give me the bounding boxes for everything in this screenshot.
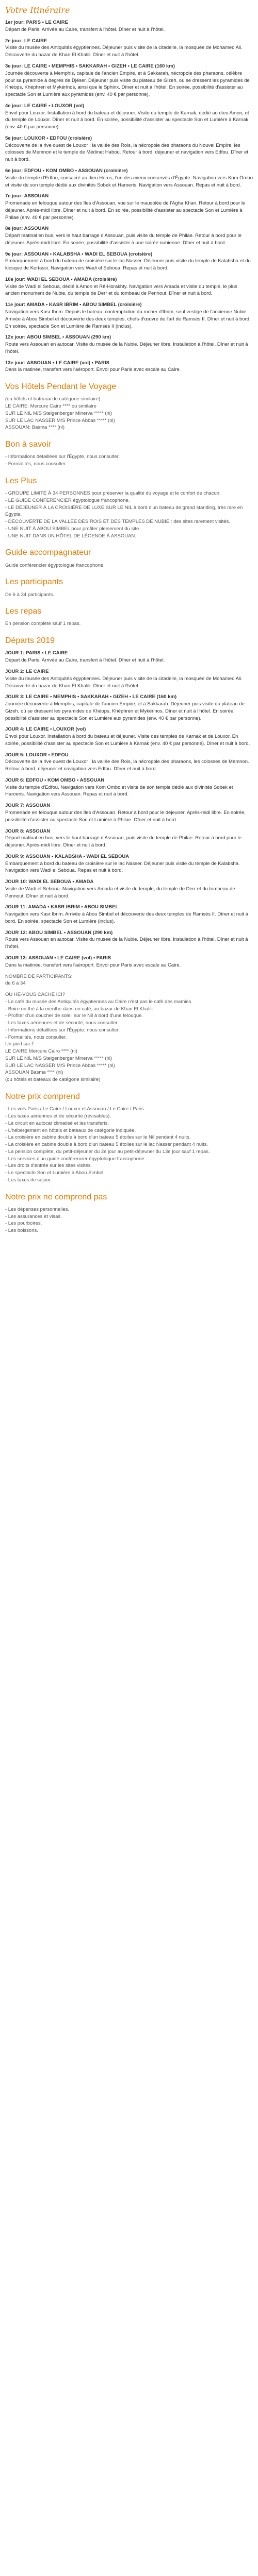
guide-text: Guide conférencier égyptologue francophone. <box>5 562 105 568</box>
day-text: Visite de Wadi el Seboua. Navigation vers Amada et visite du temple, du temple de Derr et du tombeau de Pennout. Dîner et nuit à bord. <box>5 886 235 899</box>
day-title: 1er jour: PARIS • LE CAIRE <box>5 20 68 26</box>
list-item: de 6 à 34 <box>5 980 26 987</box>
day-text: Navigation vers Kasr Ibrim. Depuis le bateau, contemplation du rocher d'Ibrim, seul vestige de l'ancienne Nubie. Arrivée à Abou Simbel et découverte des deux temples, chefs-d'œuvre de l'art de Ramsès II. Dîner et nuit à bord. En soirée, spectacle Son et Lumière de Ramsès II (inclus). <box>5 309 251 329</box>
day-block <box>5 360 253 374</box>
day-title: JOUR 11: AMADA • KASR IBRIM • ABOU SIMBEL <box>5 904 119 910</box>
day-title: 7e jour: ASSOUAN <box>5 193 49 199</box>
day-title: JOUR 12: ABOU SIMBEL • ASSOUAN (290 km) <box>5 929 113 936</box>
day-title: 6e jour: EDFOU • KOM OMBO • ASSOUAN (croisière) <box>5 167 128 174</box>
list-item: - UNE NUIT DANS UN HÔTEL DE LÉGENDE À ASSOUAN. <box>5 533 136 539</box>
day-text: Visite du musée des Antiquités égyptiennes. Déjeuner puis visite de la citadelle, la mosquée de Mohamed Ali. Découverte du bazar de Khan El Khalili. Dîner et nuit à l'hôtel. <box>5 45 243 58</box>
notincluded-list <box>5 1206 253 1234</box>
day-text: Journée découverte à Memphis, capitale de l'ancien Empire, et à Sakkarah, nécropole des pharaons, célèbre pour sa pyramide à degrés de Djéser. Déjeuner puis visite du plateau de Gizeh, où se dressent les pyramides de Khéops, Khéphren et Mykérinos, ainsi que le Sphinx. Dîner et nuit à l'hôtel. En soirée, possibilité d'assister au spectacle Son et Lumière aux pyramides (env. 40 € par personne). <box>5 70 250 98</box>
list-item: SUR LE LAC NASSER M/S Prince Abbas ***** (nl) <box>5 1062 115 1069</box>
day-block <box>5 726 253 747</box>
extras-list <box>5 490 253 539</box>
list-item: - Formalités, nous consulter. <box>5 1034 67 1040</box>
departures-days <box>5 650 253 969</box>
list-item: - Les dépenses personnelles. <box>5 1206 70 1212</box>
list-item: - Les droits d'entrée sur les sites visités. <box>5 1163 92 1169</box>
list-item: - Les pourboires. <box>5 1221 42 1227</box>
day-text: Visite de Wadi el Seboua, dédié à Amon et Rê-Horakhty. Navigation vers Amada et visite du temple, le plus ancien monument de Nubie, du temple de Derr et du tombeau de Pennout. Dîner et nuit à bord. <box>5 283 237 297</box>
hotels-title: Vos Hôtels Pendant le Voyage <box>5 382 117 392</box>
day-block <box>5 135 253 163</box>
day-text: Découverte de la rive ouest de Louxor : la vallée des Rois, la nécropole des pharaons du Nouvel Empire, les colosses de Memnon et le temple de Médinet Habou. Retour à bord, déjeuner et navigation vers Edfou. Dîner et nuit à bord. <box>5 142 249 163</box>
day-title: JOUR 3: LE CAIRE • MEMPHIS • SAKKARAH • GIZEH • LE CAIRE (160 km) <box>5 694 177 700</box>
day-title: 9e jour: ASSOUAN • KALABSHA • WADI EL SEBOUA (croisière) <box>5 251 153 257</box>
list-item: - Le circuit en autocar climatisé et les transferts. <box>5 1120 109 1126</box>
day-block <box>5 904 253 925</box>
day-block <box>5 63 253 98</box>
page <box>0 0 258 1234</box>
day-title: JOUR 13: ASSOUAN • LE CAIRE (vol) • PARIS <box>5 955 111 961</box>
day-title: JOUR 2: LE CAIRE <box>5 668 49 674</box>
day-block <box>5 777 253 798</box>
day-block <box>5 167 253 189</box>
day-title: 8e jour: ASSOUAN <box>5 226 49 232</box>
meals-text: En pension complète sauf 1 repas. <box>5 621 81 627</box>
day-block <box>5 955 253 969</box>
list-item: - Le spectacle Son et Lumière à Abou Simbel. <box>5 1170 105 1176</box>
day-text: Départ matinal en bus, vers le haut barrage d'Assouan, puis visite du temple de Philae. Retour à bord pour le déjeuner. Après-midi libre. En soirée, possibilité d'assister à une soirée nubienne. Dîner et nuit à bord. <box>5 233 242 246</box>
day-title: 2e jour: LE CAIRE <box>5 38 47 44</box>
day-block <box>5 752 253 773</box>
notincluded-title: Notre prix ne comprend pas <box>5 1192 107 1201</box>
day-title: 11e jour: AMADA • KASR IBRIM • ABOU SIMBEL (croisière) <box>5 302 142 308</box>
list-item: - La croisière en cabine double à bord d'un bateau 5 étoiles sur le lac Nasser pendant 4 nuits. <box>5 1142 208 1148</box>
day-title: 5e jour: LOUXOR • EDFOU (croisière) <box>5 135 92 141</box>
day-text: Promenade en felouque autour des îles d'Assouan. Retour à bord pour le déjeuner. Après-midi libre. En soirée, possibilité d'assister au spectacle Son et Lumière à Philae. Dîner et nuit à bord. <box>5 809 246 823</box>
list-item: - UNE NUIT À ABOU SIMBEL pour profiter pleinement du site. <box>5 526 140 532</box>
day-text: Promenade en felouque autour des îles d'Assouan, vue sur le mausolée de l'Agha Khan. Retour à bord pour le déjeuner. Après-midi libre. Dîner et nuit à bord. En soirée, possibilité d'assister au spectacle Son et Lumière à Philae (env. 40 € par personne). <box>5 200 246 221</box>
list-item: - Le café du musée des Antiquités égyptiennes au Caire n'est pas le café des mamies. <box>5 998 193 1005</box>
day-block <box>5 193 253 221</box>
list-item: - Informations détaillées sur l'Égypte, nous consulter. <box>5 454 120 460</box>
participants-title: Les participants <box>5 578 63 587</box>
day-title: 13e jour: ASSOUAN • LE CAIRE (vol) • PARIS <box>5 360 109 366</box>
day-title: 4e jour: LE CAIRE • LOUXOR (vol) <box>5 103 85 109</box>
list-item: SUR LE LAC NASSER M/S Prince Abbas ***** (nl) <box>5 417 115 423</box>
day-title: JOUR 5: LOUXOR • EDFOU <box>5 752 69 758</box>
day-text: Route vers Assouan en autocar. Visite du musée de la Nubie. Déjeuner libre. Installation à l'hôtel. Dîner et nuit à l'hôtel. <box>5 937 248 950</box>
extras-title: Les Plus <box>5 476 37 485</box>
list-item: - Les vols Paris / Le Caire / Louxor et Assouan / Le Caire / Paris. <box>5 1106 146 1112</box>
list-item: OU HÉ-VOUS CACHÉ ICI? <box>5 992 66 998</box>
list-item: LE CAIRE Mercure Cairo **** (nl) <box>5 1048 77 1055</box>
departures-title: Départs 2019 <box>5 636 55 646</box>
list-item: ASSOUAN Basma **** (nl) <box>5 1070 63 1076</box>
list-item: - Informations détaillées sur l'Égypte, nous consulter. <box>5 1027 120 1033</box>
list-item: LE CAIRE: Mercure Cairo **** ou similaire <box>5 403 96 410</box>
day-block <box>5 38 253 59</box>
included-list <box>5 453 253 468</box>
day-block <box>5 929 253 951</box>
list-item: NOMBRE DE PARTICIPANTS: <box>5 973 73 979</box>
list-item: - Les assurances et visas. <box>5 1213 62 1219</box>
day-text: Départ de Paris. Arrivée au Caire, transfert à l'hôtel. Dîner et nuit à l'hôtel. <box>5 26 165 32</box>
itinerary-days <box>5 19 253 374</box>
list-item: - GROUPE LIMITÉ À 34 PERSONNES pour préserver la qualité du voyage et le confort de chacun. <box>5 490 221 497</box>
day-block <box>5 19 253 33</box>
day-text: Visite du temple d'Edfou. Navigation vers Kom Ombo et visite de son temple dédié aux divinités Sobek et Haroeris. Navigation vers Assouan. Repas et nuit à bord. <box>5 784 233 798</box>
list-item: (ou hôtels et bateaux de catégorie similaire) <box>5 396 101 402</box>
day-text: Journée découverte à Memphis, capitale de l'ancien Empire, et à Sakkarah. Déjeuner puis visite du plateau de Gizeh, où se dressent les pyramides de Khéops, Khéphren et Mykérinos. Dîner et nuit à l'hôtel. En soirée, possibilité d'assister au spectacle Son et Lumière aux pyramides (env. 40 € par personne). <box>5 701 245 721</box>
list-item: - Les services d'un guide conférencier égyptologue francophone. <box>5 1156 146 1162</box>
participants-text: De 6 à 34 participants. <box>5 591 55 598</box>
day-block <box>5 251 253 272</box>
day-block <box>5 301 253 330</box>
day-title: JOUR 9: ASSOUAN • KALABSHA • WADI EL SEBOUA <box>5 853 130 859</box>
included-title: Bon à savoir <box>5 440 51 449</box>
day-text: Dans la matinée, transfert vers l'aéroport. Envol pour Paris avec escale au Caire. <box>5 962 181 968</box>
extra-info-list <box>5 991 253 1083</box>
list-item: Un pied sur l' <box>5 1041 34 1047</box>
day-title: JOUR 4: LE CAIRE • LOUXOR (vol) <box>5 726 86 733</box>
hotels-list <box>5 396 253 431</box>
day-block <box>5 276 253 297</box>
list-item: ASSOUAN: Basma **** (nl) <box>5 425 65 431</box>
day-block <box>5 878 253 900</box>
day-title: JOUR 1: PARIS • LE CAIRE <box>5 650 68 656</box>
itinerary-title: Votre Itinéraire <box>5 5 70 15</box>
list-item: - DÉCOUVERTE DE LA VALLÉE DES ROIS ET DES TEMPLES DE NUBIE : des sites rarement visités. <box>5 519 230 525</box>
day-block <box>5 334 253 355</box>
day-text: Navigation vers Kasr Ibrim. Arrivée à Abou Simbel et découverte des deux temples de Ramsès II. Dîner et nuit à bord. En soirée, spectacle Son et Lumière (inclus). <box>5 911 249 924</box>
day-text: Départ de Paris. Arrivée au Caire, transfert à l'hôtel. Dîner et nuit à l'hôtel. <box>5 657 165 664</box>
day-block <box>5 693 253 722</box>
day-text: Visite du musée des Antiquités égyptiennes. Déjeuner puis visite de la citadelle, la mosquée de Mohamed Ali. Découverte du bazar de Khan El Khalili. Dîner et nuit à l'hôtel. <box>5 675 243 689</box>
day-title: JOUR 7: ASSOUAN <box>5 803 51 809</box>
day-text: Dans la matinée, transfert vers l'aéroport. Envol pour Paris avec escale au Caire. <box>5 367 181 373</box>
day-title: JOUR 8: ASSOUAN <box>5 828 51 834</box>
day-text: Route vers Assouan en autocar. Visite du musée de la Nubie. Déjeuner libre. Installation à l'hôtel. Dîner et nuit à l'hôtel. <box>5 342 248 354</box>
list-item: - Profiter d'un coucher de soleil sur le Nil à bord d'une felouque. <box>5 1013 143 1019</box>
day-title: JOUR 6: EDFOU • KOM OMBO • ASSOUAN <box>5 777 105 783</box>
day-text: Embarquement à bord du bateau de croisière sur le lac Nasser. Déjeuner puis visite du temple de Kalabsha et du kiosque de Kertassi. Navigation vers Wadi el Seboua. Repas et nuit à bord. <box>5 258 251 272</box>
day-block <box>5 103 253 131</box>
list-item: - Boire un thé à la menthe dans un café, au bazar de Khan El Khalili. <box>5 1006 154 1012</box>
day-text: Embarquement à bord du bateau de croisière sur le lac Nasser. Déjeuner puis visite du temple de Kalabsha. Navigation vers Wadi el Seboua. Repas et nuit à bord. <box>5 860 240 874</box>
day-block <box>5 668 253 689</box>
day-block <box>5 853 253 874</box>
day-block <box>5 828 253 849</box>
day-title: JOUR 10: WADI EL SEBOUA • AMADA <box>5 879 94 885</box>
day-block <box>5 802 253 823</box>
price-title: Notre prix comprend <box>5 1092 80 1101</box>
list-item: - Les taxes aériennes et de sécurité, nous consulter. <box>5 1020 119 1026</box>
guide-title: Guide accompagnateur <box>5 548 91 557</box>
day-title: 3e jour: LE CAIRE • MEMPHIS • SAKKARAH • GIZEH • LE CAIRE (160 km) <box>5 63 175 70</box>
list-item: SUR LE NIL M/S Steigenberger Minerva ***** (nl) <box>5 410 112 416</box>
participants-count <box>5 973 253 988</box>
list-item: - Les taxes de séjour. <box>5 1177 52 1183</box>
list-item: - LE DÉJEUNER À LA CROISIÈRE DE LUXE SUR LE NIL à bord d'un bateau de grand standing, très rare en Égypte. <box>5 504 243 518</box>
list-item: SUR LE NIL M/S Steigenberger Minerva ***** (nl) <box>5 1055 112 1061</box>
list-item: - Formalités, nous consulter. <box>5 461 67 467</box>
meals-title: Les repas <box>5 607 42 616</box>
list-item: - Les taxes aériennes et de sécurité (révisables). <box>5 1113 111 1119</box>
list-item: - Les boissons. <box>5 1228 38 1234</box>
price-list <box>5 1106 253 1183</box>
day-text: Découverte de la rive ouest de Louxor : la vallée des Rois, la nécropole des pharaons, les colosses de Memnon. Retour à bord, déjeuner et navigation vers Edfou. Dîner et nuit à bord. <box>5 759 249 772</box>
list-item: - L'hébergement en hôtels et bateaux de catégorie indiquée. <box>5 1127 136 1133</box>
day-text: Envol pour Louxor. Installation à bord du bateau et déjeuner. Visite du temple de Karnak, dédié au dieu Amon, et du temple de Louxor. Dîner et nuit à bord. En soirée, possibilité d'assister au spectacle Son et Lumière à Karnak (env. 40 € par personne). <box>5 110 249 130</box>
day-block <box>5 225 253 246</box>
day-text: Envol pour Louxor. Installation à bord du bateau et déjeuner. Visite des temples de Karnak et de Louxor. En soirée, possibilité d'assister au spectacle Son et Lumière à Karnak (env. 40 € par personne). Dîner et nuit à bord. <box>5 734 250 747</box>
list-item: - LE GUIDE CONFÉRENCIER égyptologue francophone. <box>5 497 130 503</box>
day-text: Visite du temple d'Edfou, consacré au dieu Horus, l'un des mieux conservés d'Égypte. Navigation vers Kom Ombo et visite de son temple dédié aux divinités Sobek et Haroeris. Navigation vers Assouan. Repas et nuit à bord. <box>5 175 253 188</box>
list-item: (ou hôtels et bateaux de catégorie similaire) <box>5 1077 101 1083</box>
list-item: - La croisière en cabine double à bord d'un bateau 5 étoiles sur le Nil pendant 4 nuits. <box>5 1134 191 1141</box>
list-item: - La pension complète, du petit-déjeuner du 2e jour au petit-déjeuner du 13e jour sauf 1 repas. <box>5 1148 210 1155</box>
day-title: 12e jour: ABOU SIMBEL • ASSOUAN (290 km) <box>5 334 111 341</box>
day-text: Départ matinal en bus, vers le haut barrage d'Assouan, puis visite du temple de Philae. Retour à bord pour le déjeuner. Après-midi libre. Dîner et nuit à bord. <box>5 835 242 849</box>
day-block <box>5 650 253 664</box>
day-title: 10e jour: WADI EL SEBOUA • AMADA (croisière) <box>5 276 117 282</box>
